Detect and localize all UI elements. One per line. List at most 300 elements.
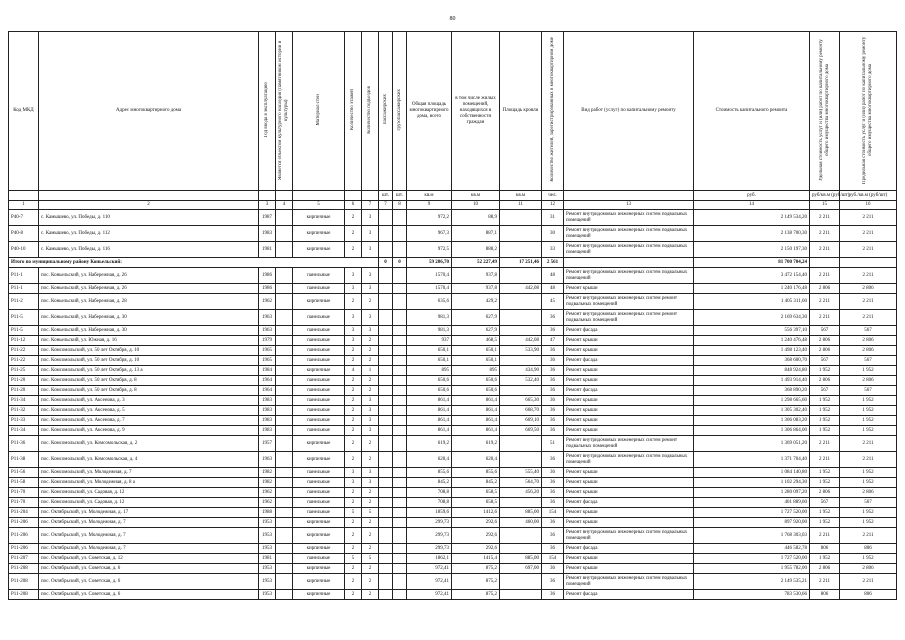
header-roof-area: Площадь кровли (500, 32, 542, 191)
floors: 2 (345, 544, 362, 554)
lifts-cargo (393, 226, 407, 242)
lifts-passenger (379, 294, 393, 310)
unit-cell (276, 191, 293, 201)
column-number-cell: 3 (259, 201, 276, 210)
repair-cost: 2 169 634,30 (694, 310, 810, 326)
address: пос. Комсомольский, ул. 50 лет Октября, д. 10 (39, 346, 259, 356)
floors: 2 (345, 488, 362, 498)
table-row (9, 386, 897, 396)
table-row (9, 356, 897, 366)
heritage (276, 498, 293, 508)
work-type: Ремонт внутридомовых инженерных систем ремонт подвальных помещений (564, 436, 694, 452)
capital-repair-table (8, 31, 897, 600)
repair-cost: 848 924,80 (694, 366, 810, 376)
lifts-passenger (379, 508, 393, 518)
total-row (9, 258, 897, 268)
lifts-cargo (393, 508, 407, 518)
residential-area: 888,2 (452, 242, 500, 258)
table-row (9, 294, 897, 310)
mkd-code: Р11-25 (9, 366, 39, 376)
unit-cell (9, 191, 39, 201)
floors: 2 (345, 376, 362, 386)
population: 36 (542, 376, 564, 386)
unit-cost: 567 (810, 386, 840, 396)
residential-area: 887,1 (452, 226, 500, 242)
heritage (276, 326, 293, 336)
unit-cost: 1 952 (810, 396, 840, 406)
work-type: Ремонт крыши (564, 478, 694, 488)
total-area: 650,1 (407, 346, 452, 356)
limit-cost: 1 952 (840, 554, 897, 564)
population: 36 (542, 564, 564, 574)
lifts-passenger (379, 242, 393, 258)
lifts-cargo (393, 406, 407, 416)
work-type: Ремонт крыши (564, 468, 694, 478)
heritage (276, 356, 293, 366)
address: пос. Октябрьский, ул. Советская, д. 6 (39, 564, 259, 574)
table-row (9, 310, 897, 326)
lifts-passenger (379, 326, 393, 336)
lifts-cargo (393, 564, 407, 574)
lifts-passenger (379, 284, 393, 294)
lifts-passenger (379, 590, 393, 600)
entrances: 2 (362, 544, 379, 554)
unit-cost: 2 806 (810, 376, 840, 386)
floors: 2 (345, 210, 362, 226)
column-number-cell: 12 (542, 201, 564, 210)
population: 36 (542, 326, 564, 336)
total-area: 1570,4 (407, 268, 452, 284)
work-type: Ремонт крыши (564, 396, 694, 406)
address: пос. Октябрьский, ул. Молодежная, д. 17 (39, 508, 259, 518)
year: 1953 (259, 528, 276, 544)
residential-area: 855,6 (452, 468, 500, 478)
total-area: 972,41 (407, 574, 452, 590)
mkd-code: Р40-8 (9, 226, 39, 242)
mkd-code: Р11-206 (9, 518, 39, 528)
residential-area: 292,6 (452, 518, 500, 528)
address: пос. Комсомольский, ул. Аксенова, д. 9 (39, 426, 259, 436)
wall-material: кирпичные (293, 294, 345, 310)
population: 36 (542, 574, 564, 590)
year: 1983 (259, 396, 276, 406)
year: 1953 (259, 564, 276, 574)
table-row (9, 284, 897, 294)
total-area: 650,6 (407, 386, 452, 396)
mkd-code: Р11-70 (9, 488, 39, 498)
floors: 2 (345, 406, 362, 416)
entrances: 2 (362, 356, 379, 366)
total-area: 1859,6 (407, 508, 452, 518)
lifts-cargo (393, 366, 407, 376)
repair-cost: 446 582,78 (694, 544, 810, 554)
year: 1987 (259, 210, 276, 226)
floors: 3 (345, 284, 362, 294)
population: 36 (542, 544, 564, 554)
wall-material: панельные (293, 416, 345, 426)
table-row (9, 366, 897, 376)
floors: 2 (345, 416, 362, 426)
address: пос. Комсомольский, ул. Комсомольская, д. 4 (39, 452, 259, 468)
heritage (276, 416, 293, 426)
column-number-cell: 16 (840, 201, 897, 210)
unit-cost: 1 952 (810, 468, 840, 478)
population: 51 (542, 436, 564, 452)
unit-cost: 2 211 (810, 528, 840, 544)
unit-cost: 2 211 (810, 294, 840, 310)
total-residential-area: 52 227,49 (452, 258, 500, 268)
table-row (9, 574, 897, 590)
unit-cost: 1 952 (810, 508, 840, 518)
residential-area: 861,4 (452, 406, 500, 416)
limit-cost: 567 (840, 498, 897, 508)
floors: 3 (345, 268, 362, 284)
work-type: Ремонт фасада (564, 356, 694, 366)
address: пос. Октябрьский, ул. Молодежная, д. 7 (39, 544, 259, 554)
limit-cost: 2 211 (840, 452, 897, 468)
repair-cost: 1 493 914,40 (694, 376, 810, 386)
year: 1965 (259, 356, 276, 366)
address: пос. Октябрьский, ул. Молодежная, д. 7 (39, 528, 259, 544)
repair-cost: 2 149 534,20 (694, 210, 810, 226)
table-row (9, 210, 897, 226)
total-area: 845,2 (407, 478, 452, 488)
roof-area: 555,40 (500, 468, 542, 478)
population: 36 (542, 416, 564, 426)
limit-cost: 2 211 (840, 294, 897, 310)
total-area: 635,6 (407, 294, 452, 310)
table-row (9, 590, 897, 600)
address: с. Камышево, ул. Победы, д. 112 (39, 226, 259, 242)
roof-area (500, 226, 542, 242)
repair-cost: 897 920,00 (694, 518, 810, 528)
population: 33 (542, 242, 564, 258)
floors: 5 (345, 554, 362, 564)
lifts-cargo (393, 478, 407, 488)
floors: 2 (345, 574, 362, 590)
work-type: Ремонт внутридомовых инженерных систем подвальных помещений (564, 268, 694, 284)
heritage (276, 294, 293, 310)
table-row (9, 528, 897, 544)
total-lifts-passenger: 0 (379, 258, 393, 268)
residential-area: 937,8 (452, 268, 500, 284)
heritage (276, 518, 293, 528)
residential-area: 658,5 (452, 498, 500, 508)
total-limit-cost (840, 258, 897, 268)
lifts-cargo (393, 268, 407, 284)
limit-cost: 2 806 (840, 488, 897, 498)
year: 1962 (259, 488, 276, 498)
lifts-passenger (379, 544, 393, 554)
lifts-passenger (379, 564, 393, 574)
total-area: 967,3 (407, 226, 452, 242)
mkd-code: Р11-12 (9, 336, 39, 346)
header-lifts-passenger: пассажирских (379, 32, 393, 191)
heritage (276, 554, 293, 564)
lifts-cargo (393, 284, 407, 294)
roof-area: 665,30 (500, 396, 542, 406)
heritage (276, 376, 293, 386)
roof-area: 442,08 (500, 284, 542, 294)
mkd-code: Р11-34 (9, 426, 39, 436)
limit-cost: 2 211 (840, 528, 897, 544)
wall-material: кирпичные (293, 518, 345, 528)
heritage (276, 336, 293, 346)
residential-area: 650,6 (452, 386, 500, 396)
work-type: Ремонт крыши (564, 554, 694, 564)
limit-cost: 2 211 (840, 436, 897, 452)
roof-area (500, 498, 542, 508)
lifts-cargo (393, 386, 407, 396)
heritage (276, 478, 293, 488)
column-number-cell: 7 (362, 201, 379, 210)
table-row (9, 564, 897, 574)
year: 1953 (259, 518, 276, 528)
roof-area: 669,50 (500, 426, 542, 436)
table-row (9, 452, 897, 468)
year: 1963 (259, 452, 276, 468)
lifts-passenger (379, 396, 393, 406)
address: пос. Коньельский, ул. Набережная, д. 26 (39, 284, 259, 294)
population: 36 (542, 478, 564, 488)
mkd-code: Р11-207 (9, 554, 39, 564)
wall-material: кирпичные (293, 366, 345, 376)
mkd-code: Р11-22 (9, 356, 39, 366)
mkd-code: Р11-20 (9, 386, 39, 396)
column-number-cell: 2 (39, 201, 259, 210)
population: 36 (542, 310, 564, 326)
population: 36 (542, 346, 564, 356)
lifts-cargo (393, 396, 407, 406)
heritage (276, 468, 293, 478)
work-type: Ремонт внутридомовых инженерных систем подвальных помещений (564, 226, 694, 242)
mkd-code: Р11-22 (9, 346, 39, 356)
lifts-passenger (379, 346, 393, 356)
population: 36 (542, 356, 564, 366)
repair-cost: 1 768 303,03 (694, 528, 810, 544)
lifts-cargo (393, 468, 407, 478)
table-row (9, 396, 897, 406)
unit-cost: 567 (810, 326, 840, 336)
roof-area: 885,00 (500, 554, 542, 564)
roof-area (500, 210, 542, 226)
wall-material: панельные (293, 386, 345, 396)
wall-material: панельные (293, 426, 345, 436)
lifts-cargo (393, 452, 407, 468)
entrances: 3 (362, 406, 379, 416)
year: 1962 (259, 294, 276, 310)
year: 1982 (259, 468, 276, 478)
entrances: 2 (362, 336, 379, 346)
population: 36 (542, 518, 564, 528)
wall-material: кирпичные (293, 590, 345, 600)
entrances: 2 (362, 386, 379, 396)
unit-cost: 2 211 (810, 242, 840, 258)
lifts-cargo (393, 310, 407, 326)
limit-cost: 2 211 (840, 310, 897, 326)
wall-material: панельные (293, 468, 345, 478)
lifts-cargo (393, 574, 407, 590)
population: 36 (542, 488, 564, 498)
population: 48 (542, 268, 564, 284)
table-row (9, 416, 897, 426)
heritage (276, 268, 293, 284)
roof-area: 460,00 (500, 518, 542, 528)
address: пос. Октябрьский, ул. Молодежная, д. 7 (39, 518, 259, 528)
limit-cost: 2 806 (840, 376, 897, 386)
column-number-cell: 7 (379, 201, 393, 210)
total-area: 895 (407, 366, 452, 376)
population: 36 (542, 426, 564, 436)
unit-cost: 567 (810, 498, 840, 508)
work-type: Ремонт внутридомовых инженерных систем подвальных помещений (564, 452, 694, 468)
total-area: 972,41 (407, 564, 452, 574)
population: 36 (542, 590, 564, 600)
floors: 2 (345, 426, 362, 436)
column-numbers-row (9, 201, 897, 210)
unit-cost: 806 (810, 590, 840, 600)
lifts-passenger (379, 574, 393, 590)
column-number-cell: 15 (810, 201, 840, 210)
address: пос. Комсомольский, ул. 50 лет Октября, д. 10 (39, 356, 259, 366)
unit-cell: кв.м (452, 191, 500, 201)
total-area: 972,5 (407, 242, 452, 258)
lifts-cargo (393, 518, 407, 528)
address: пос. Комсомольский, ул. 50 лет Октября, д. 8 (39, 386, 259, 396)
floors: 3 (345, 468, 362, 478)
residential-area: 468,5 (452, 336, 500, 346)
lifts-passenger (379, 416, 393, 426)
unit-cost: 2 211 (810, 226, 840, 242)
table-row (9, 544, 897, 554)
table-body (9, 210, 897, 600)
total-area: 981,3 (407, 326, 452, 336)
repair-cost: 1 280 097,20 (694, 488, 810, 498)
limit-cost: 567 (840, 386, 897, 396)
population: 48 (542, 284, 564, 294)
repair-cost: 1 306 864,00 (694, 426, 810, 436)
entrances: 3 (362, 396, 379, 406)
work-type: Ремонт фасада (564, 326, 694, 336)
work-type: Ремонт крыши (564, 426, 694, 436)
mkd-code: Р11-206 (9, 544, 39, 554)
mkd-code: Р11-204 (9, 508, 39, 518)
wall-material: панельные (293, 326, 345, 336)
entrances: 5 (362, 508, 379, 518)
total-cost: 81 700 704,24 (694, 258, 810, 268)
table-row (9, 242, 897, 258)
lifts-passenger (379, 528, 393, 544)
limit-cost: 1 952 (840, 478, 897, 488)
lifts-passenger (379, 426, 393, 436)
table-row (9, 336, 897, 346)
roof-area: 456,20 (500, 488, 542, 498)
floors: 2 (345, 590, 362, 600)
limit-cost: 1 952 (840, 406, 897, 416)
mkd-code: Р11-208 (9, 574, 39, 590)
lifts-cargo (393, 356, 407, 366)
lifts-passenger (379, 268, 393, 284)
mkd-code: Р11-208 (9, 590, 39, 600)
residential-area: 1415,4 (452, 554, 500, 564)
unit-cell (362, 191, 379, 201)
population: 47 (542, 336, 564, 346)
mkd-code: Р11-208 (9, 564, 39, 574)
population: 36 (542, 396, 564, 406)
roof-area (500, 590, 542, 600)
table-row (9, 518, 897, 528)
work-type: Ремонт крыши (564, 488, 694, 498)
floors: 2 (345, 498, 362, 508)
unit-cell (259, 191, 276, 201)
residential-area: 861,4 (452, 396, 500, 406)
repair-cost: 1 369 051,20 (694, 436, 810, 452)
total-area: 861,4 (407, 426, 452, 436)
limit-cost: 567 (840, 356, 897, 366)
limit-cost: 2 806 (840, 284, 897, 294)
year: 1983 (259, 426, 276, 436)
column-number-cell: 9 (407, 201, 452, 210)
roof-area: 697,00 (500, 564, 542, 574)
work-type: Ремонт крыши (564, 336, 694, 346)
unit-cell: кв.м (500, 191, 542, 201)
unit-cost: 1 952 (810, 554, 840, 564)
heritage (276, 590, 293, 600)
unit-cost: 1 952 (810, 366, 840, 376)
wall-material: панельные (293, 376, 345, 386)
lifts-passenger (379, 406, 393, 416)
total-area: 59 286,70 (407, 258, 452, 268)
population: 36 (542, 528, 564, 544)
population: 154 (542, 508, 564, 518)
repair-cost: 1 498 123,40 (694, 346, 810, 356)
repair-cost: 368 600,70 (694, 356, 810, 366)
roof-area (500, 544, 542, 554)
column-number-cell: 5 (293, 201, 345, 210)
residential-area: 627,9 (452, 326, 500, 336)
lifts-passenger (379, 488, 393, 498)
population: 154 (542, 554, 564, 564)
heritage (276, 426, 293, 436)
total-area: 299,73 (407, 528, 452, 544)
roof-area: 669,10 (500, 416, 542, 426)
entrances: 3 (362, 210, 379, 226)
wall-material: панельные (293, 268, 345, 284)
wall-material: панельные (293, 498, 345, 508)
wall-material: кирпичные (293, 210, 345, 226)
unit-cell (564, 191, 694, 201)
residential-area: 875,2 (452, 574, 500, 590)
units-row (9, 191, 897, 201)
total-lifts-cargo: 0 (393, 258, 407, 268)
unit-cost: 2 806 (810, 336, 840, 346)
residential-area: 658,5 (452, 488, 500, 498)
header-address: Адрес многоквартирного дома (39, 32, 259, 191)
roof-area (500, 326, 542, 336)
lifts-passenger (379, 468, 393, 478)
residential-area: 845,2 (452, 478, 500, 488)
residential-area: 861,4 (452, 416, 500, 426)
table-row (9, 226, 897, 242)
residential-area: 619,2 (452, 436, 500, 452)
heritage (276, 366, 293, 376)
total-area: 981,3 (407, 310, 452, 326)
unit-cell (39, 191, 259, 201)
limit-cost: 2 211 (840, 226, 897, 242)
unit-cost: 1 952 (810, 478, 840, 488)
unit-cell: руб./кв.м (руб/шт) (840, 191, 897, 201)
limit-cost: 2 211 (840, 242, 897, 258)
